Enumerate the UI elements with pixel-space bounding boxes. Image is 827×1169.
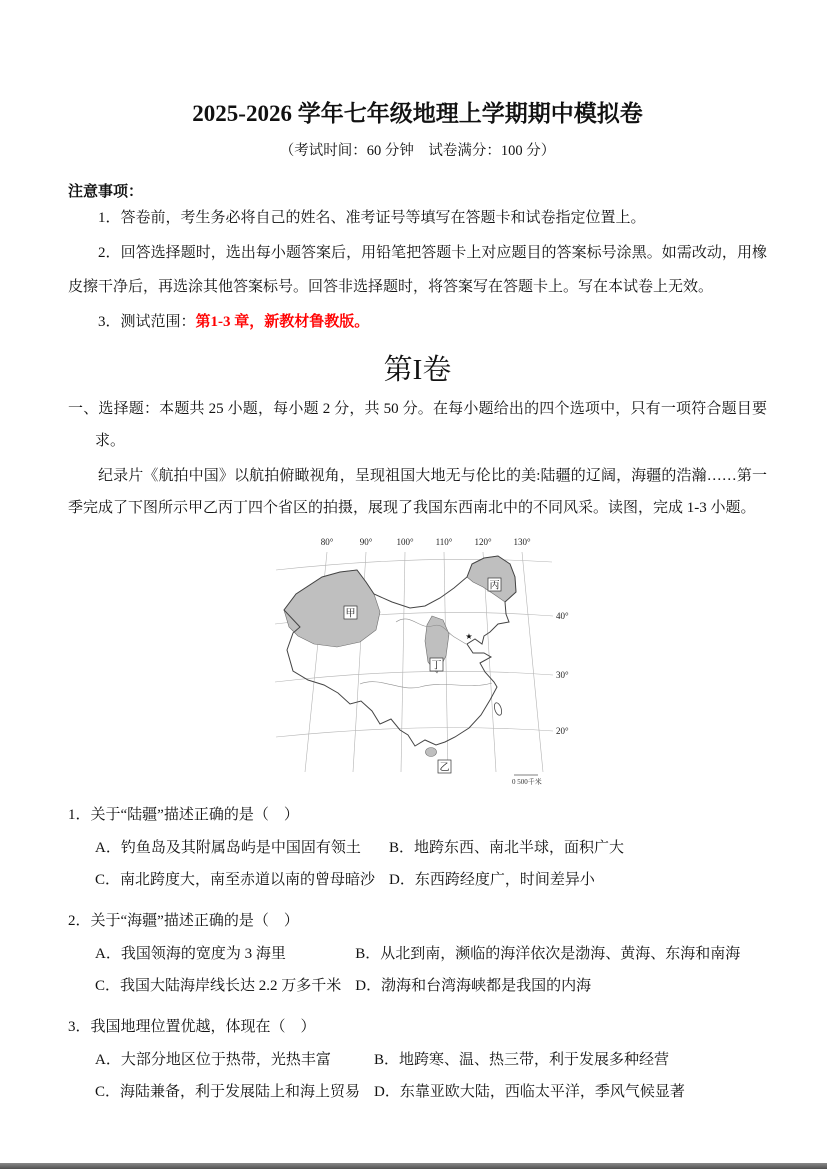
map-scale	[512, 775, 542, 786]
lat-label-20: 20°	[555, 726, 569, 736]
question-1	[68, 800, 767, 896]
lon-label-100: 100°	[395, 537, 414, 547]
longitude-labels	[320, 537, 530, 547]
page-bottom-edge	[0, 1163, 827, 1169]
question-2-option-b: B．从北到南，濒临的海洋依次是渤海、黄海、东海和南海	[355, 945, 741, 962]
question-1-stem: 1．关于“陆疆”描述正确的是（ ）	[68, 807, 299, 823]
question-2	[68, 906, 767, 1002]
region-label-bing: 丙	[489, 580, 499, 592]
region-yi-hainan-island	[425, 748, 436, 757]
note-item-1: 1．答卷前，考生务必将自己的姓名、准考证号等填写在答题卡和试卷指定位置上。	[98, 210, 646, 226]
question-3-option-b: B．地跨寒、温、热三带，利于发展多种经营	[374, 1051, 670, 1068]
question-3-options	[95, 1044, 767, 1109]
lon-label-110: 110°	[435, 537, 452, 547]
paper-subtitle: （考试时间：60 分钟 试卷满分：100 分）	[279, 143, 556, 159]
paper-title: 2025-2026 学年七年级地理上学期期中模拟卷	[192, 101, 643, 126]
question-2-options	[95, 938, 767, 1003]
region-label-yi: 乙	[439, 762, 449, 774]
question-2-option-d: D．渤海和台湾海峡都是我国的内海	[355, 977, 592, 994]
map-scale-label: 0 500千米	[511, 778, 542, 786]
yangtze-river	[360, 682, 492, 688]
lat-label-40: 40°	[555, 611, 569, 621]
note-item-2: 2．回答选择题时，选出每小题答案后，用铅笔把答题卡上对应题目的答案标号涂黑。如需改动，用橡皮擦干净后，再选涂其他答案标号。回答非选择题时，将答案写在答题卡上。写在本试卷上无效。	[68, 244, 767, 295]
question-3-option-a: A．大部分地区位于热带，光热丰富	[95, 1051, 331, 1068]
question-1-option-c: C．南北跨度大，南至赤道以南的曾母暗沙	[95, 871, 376, 888]
part1-heading: 第I卷	[383, 354, 452, 386]
question-2-option-a: A．我国领海的宽度为 3 海里	[95, 945, 286, 962]
shaded-provinces	[284, 556, 516, 757]
rivers	[360, 619, 492, 688]
question-2-option-c: C．我国大陆海岸线长达 2.2 万多千米	[95, 977, 342, 994]
passage-questions-1-3: 纪录片《航拍中国》以航拍俯瞰视角，呈现祖国大地无与伦比的美:陆疆的辽阔，海疆的浩瀚……第一季完成了下图所示甲乙丙丁四个省区的拍摄，展现了我国东西南北中的不同风采。读图，完成 1-3 小题。	[68, 468, 767, 516]
question-1-option-d: D．东西跨经度广，时间差异小	[389, 871, 595, 888]
note-item-3	[68, 305, 767, 340]
lon-label-130: 130°	[512, 537, 531, 547]
question-2-stem: 2．关于“海疆”描述正确的是（ ）	[68, 913, 299, 929]
note-item-3-prefix: 3．测试范围：	[98, 313, 196, 330]
question-3	[68, 1012, 767, 1108]
region-label-jia: 甲	[345, 608, 355, 620]
taiwan-island	[492, 702, 502, 716]
section-intro: 一、选择题：本题共 25 小题，每小题 2 分，共 50 分。在每小题给出的四个选项中，只有一项符合题目要求。	[68, 401, 767, 449]
china-map	[262, 532, 574, 790]
lon-label-80: 80°	[320, 537, 333, 547]
china-map-figure	[68, 532, 767, 790]
question-3-stem: 3．我国地理位置优越，体现在（ ）	[68, 1019, 316, 1035]
lon-label-90: 90°	[359, 537, 372, 547]
question-3-option-c: C．海陆兼备，利于发展陆上和海上贸易	[95, 1083, 361, 1100]
lat-label-30: 30°	[555, 670, 569, 680]
lon-label-120: 120°	[473, 537, 492, 547]
beijing-star-icon: ★	[464, 632, 473, 641]
question-1-option-a: A．钓鱼岛及其附属岛屿是中国固有领土	[95, 839, 361, 856]
question-1-option-b: B．地跨东西、南北半球，面积广大	[389, 839, 625, 856]
note-item-3-highlight: 第1-3 章，新教材鲁教版。	[195, 313, 370, 330]
question-1-options	[95, 832, 767, 897]
notes-heading: 注意事项：	[68, 184, 144, 200]
question-3-option-d: D．东靠亚欧大陆，西临太平洋，季风气候显著	[374, 1083, 685, 1100]
region-label-ding: 丁	[431, 660, 441, 672]
latitude-labels	[556, 611, 569, 736]
